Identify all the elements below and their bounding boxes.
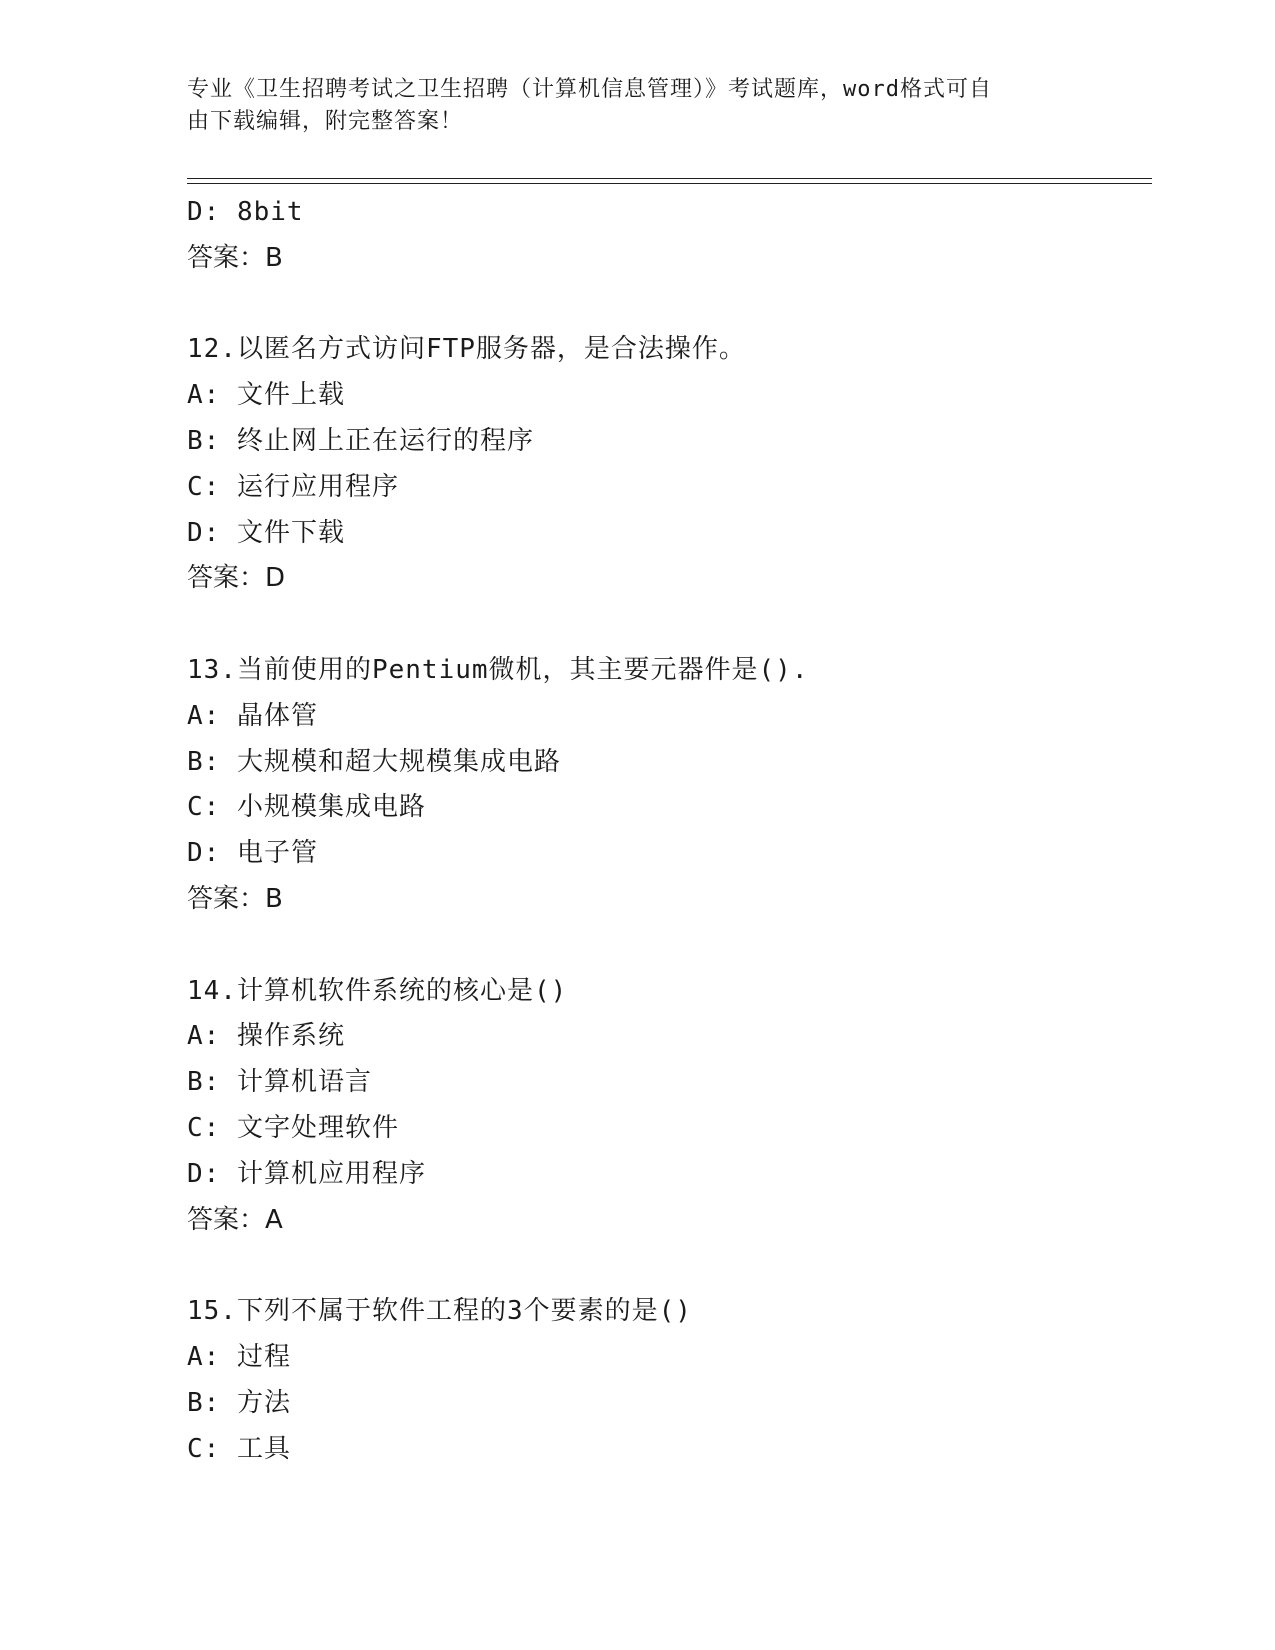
answer: 答案：D (187, 563, 286, 594)
spacer (187, 602, 1147, 648)
option-c: C: 运行应用程序 (187, 471, 399, 502)
answer: 答案：A (187, 1204, 283, 1235)
option-a: A: 操作系统 (187, 1021, 345, 1052)
question-list (187, 190, 1147, 1472)
option-d: D: 文件下载 (187, 517, 345, 548)
answer: 答案：B (187, 883, 283, 914)
carryover-answer: 答案：B (187, 242, 283, 273)
option-a: A: 文件上载 (187, 380, 345, 411)
header-rule-bottom (187, 183, 1152, 184)
header-rule-top (187, 178, 1152, 179)
document-header (187, 74, 1087, 138)
question-15 (187, 1289, 1147, 1472)
option-b: B: 大规模和超大规模集成电路 (187, 746, 561, 777)
option-c: C: 工具 (187, 1433, 291, 1464)
question-stem: 14.计算机软件系统的核心是() (187, 975, 568, 1006)
header-line-2: 由下载编辑，附完整答案！ (187, 109, 464, 134)
question-12 (187, 327, 1147, 602)
option-b: B: 方法 (187, 1387, 291, 1418)
option-c: C: 文字处理软件 (187, 1112, 399, 1143)
spacer (187, 923, 1147, 969)
spacer (187, 1243, 1147, 1289)
option-d: D: 计算机应用程序 (187, 1158, 426, 1189)
option-a: A: 晶体管 (187, 700, 318, 731)
option-b: B: 终止网上正在运行的程序 (187, 425, 534, 456)
carryover-option-d: D: 8bit (187, 197, 304, 227)
question-stem: 12.以匿名方式访问FTP服务器，是合法操作。 (187, 334, 746, 365)
option-d: D: 电子管 (187, 838, 318, 869)
question-13 (187, 648, 1147, 923)
header-line-1: 专业《卫生招聘考试之卫生招聘（计算机信息管理）》考试题库，word格式可自 (187, 77, 992, 102)
question-14 (187, 969, 1147, 1244)
question-stem: 13.当前使用的Pentium微机，其主要元器件是(). (187, 654, 809, 685)
option-a: A: 过程 (187, 1341, 291, 1372)
question-stem: 15.下列不属于软件工程的3个要素的是() (187, 1296, 692, 1327)
option-b: B: 计算机语言 (187, 1067, 372, 1098)
option-c: C: 小规模集成电路 (187, 792, 426, 823)
spacer (187, 282, 1147, 328)
